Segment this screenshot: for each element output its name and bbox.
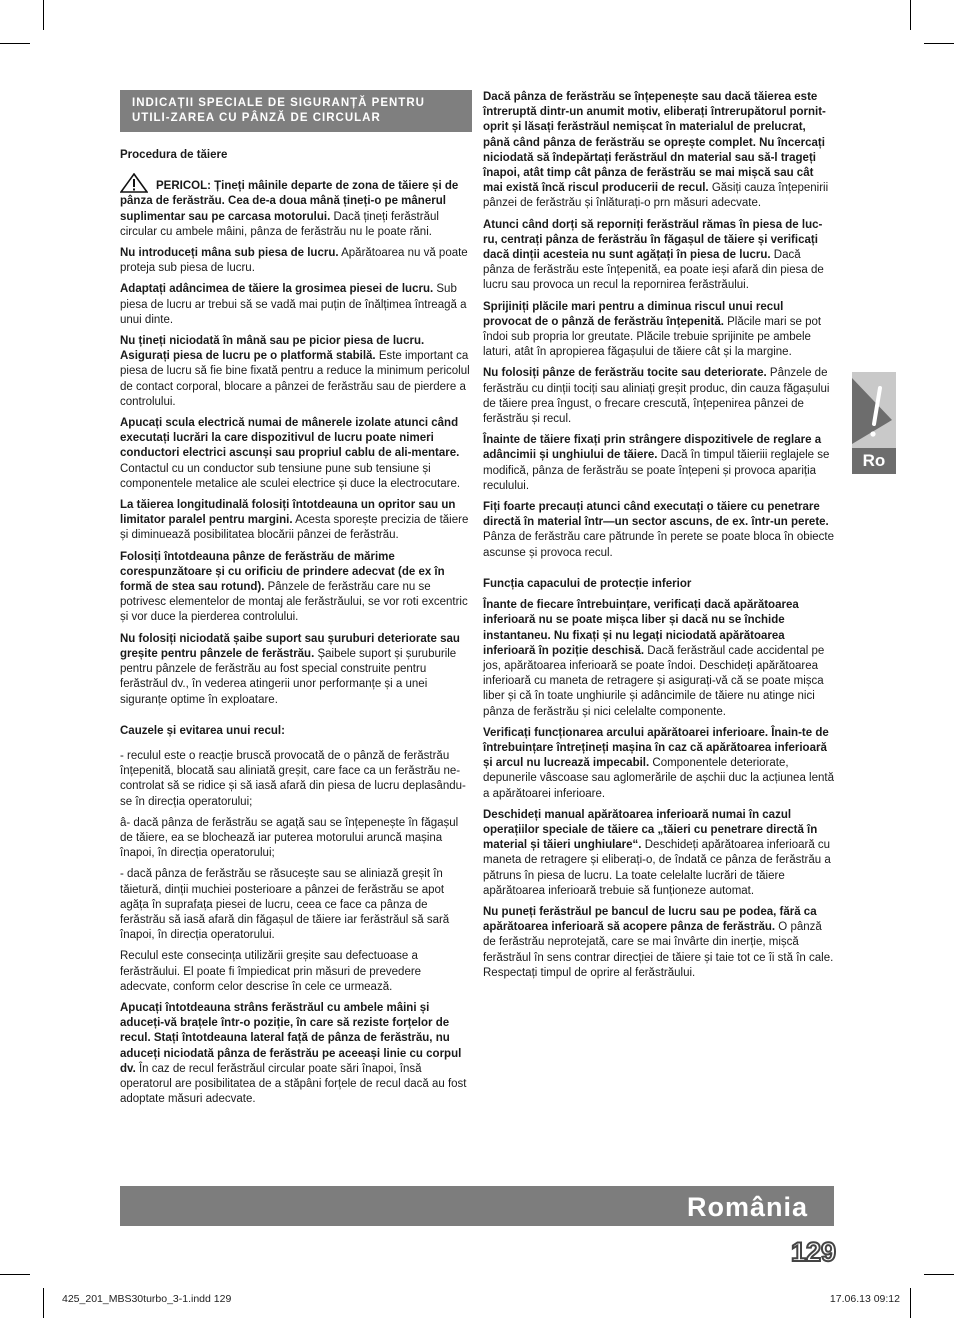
procedure-title: Procedura de tăiere — [120, 149, 228, 161]
warning-triangle-icon — [120, 173, 148, 193]
paragraph: Nu introduceți mâna sub piesa de lucru. Apărătoarea nu vă poate proteja sub piesa de lucru. — [120, 247, 468, 275]
paragraph: Adaptați adâncimea de tăiere la grosimea piesei de lucru. Sub piesa de lucru ar trebui să se vadă mai puțin de înălțimea întreagă a unui dinte. — [120, 283, 467, 326]
footer-timestamp: 17.06.13 09:12 — [829, 1293, 900, 1305]
crop-mark — [43, 0, 44, 30]
kickback-title: Cauzele și evitarea unui recul: — [120, 724, 285, 737]
crop-mark — [924, 1274, 954, 1275]
paragraph: Apucați scula electrică numai de mânerele izolate atunci când executați lucrări la care dispozitivul de lucru poate nimeri conductori electrici ascunși sau propriul cablu de ali-mentare. Contactul cu un conductor sub tensiune pune sub tensiune și componentele metalice ale sculei electrice și duce la electrocutare. — [120, 417, 461, 490]
paragraph: Nu folosiți pânze de ferăstrău tocite sau deteriorate. Pânzele de ferăstrău cu dinții tociți sau aliniați greșit produc, din cauza făgașului de tăiere prea îngust, o frecare crescută, înțepenirea pânzei de ferăstrău și recul. — [483, 367, 830, 426]
paragraph: Fiți foarte precauți atunci când executați o tăiere cu penetrare directă în material într—un sector ascuns, de ex. într-un perete. Pânza de ferăstrău care pătrunde în perete se poate bloca în obiecte ascunse și provoca recul. — [483, 501, 834, 559]
crop-mark — [43, 1288, 44, 1318]
paragraph: Nu folosiți niciodată șaibe suport sau șuruburi deteriorate sau greșite pentru pânzele de ferăstrău. Șaibele suport și șuruburile pentru pânzele de ferăstrău au fost special construite pentru ferăstrăul dv., în vederea atingerii unor performanțe și a unei siguranțe optime în exploatare. — [120, 632, 460, 706]
section-title: INDICAȚII SPECIALE DE SIGURANȚĂ PENTRU UTILI-ZAREA CU PÂNZĂ DE CIRCULAR — [120, 90, 472, 132]
paragraph: - dacă pânza de ferăstrău se răsucește sau se aliniază greșit în tăietură, dinții muchiei posterioare a pânzei de ferăstrău se apot agăța în suprafața piesei de lucru, ceea ce face ca pânza de ferăstrău să iasă afară din făgașul de tăiere iar ferăstrăul să sară înapoi, în direcția operatorului. — [120, 868, 450, 942]
banner-text: România — [686, 1192, 808, 1222]
paragraph: Verificați funcționarea arcului apărătoarei inferioare. Înain-te de întrebuințare întrețineți mașina în caz că apărătoarea inferioară și arcul nu lucrează impecabil. Componentele deteriorate, depunerile vâscoase sau aglomerările de așchii duc la acțiunea lentă a apărătoarei inferioare. — [483, 726, 834, 800]
paragraph-danger: PERICOL: Țineți mâinile departe de zona de tăiere și de pânza de ferăstrău. Cea de-a doua mână țineți-o pe mânerul suplimentar sau pe carcasa motorului. Dacă țineți ferăstrăul circular cu ambele mâini, pânza de ferăstrău nu le poate răni. — [120, 173, 472, 240]
paragraph: Nu țineți niciodată în mână sau pe picior piesa de lucru. Asigurați piesa de lucru pe o platformă stabilă. Este important ca piesa de lucru să fie bine fixată pentru a reduce la minimum pericolul de contact corporal, blocare a pânzei de ferăstrău sau de pierdere a controlului. — [120, 335, 470, 408]
paragraph: Apucați întotdeauna strâns ferăstrăul cu ambele mâini și aduceți-vă brațele într-o poziție, în care să reziste forțelor de recul. Stați întotdeauna lateral față de pânza de ferăstrău, nu aduceți niciodată pânza de ferăstrău pe aceeași linie cu corpul dv. În caz de recul ferăstrăul circular poate sări înapoi, însă operatorul are posibilitatea de a stăpâni forțele de recul dacă au fost adoptate măsuri adecvate. — [120, 1001, 467, 1106]
guard-title: Funcția capacului de protecție inferior — [483, 577, 692, 590]
paragraph: Folosiți întotdeauna pânze de ferăstrău de mărime corespunzătoare și cu orificiu de prindere adecvat (de ex în formă de stea sau rotund). Pânzele de ferăstrău care nu se potrivesc elementelor de montaj ale ferăstrăului, se vor roti excentric și vor duce la pierderea controlului. — [120, 550, 468, 624]
crop-mark — [0, 43, 30, 44]
paragraph: Nu puneți ferăstrăul pe bancul de lucru sau pe podea, fără ca apărătoarea inferioară să acopere pânza de ferăstrău. O pânză de ferăstrău neprotejată, care se mai învârte din inerție, mișcă ferăstrăul în sens contrar direcției de tăiere și taie tot ce îi stă în cale. Respectați timpul de oprire al ferăstrăului. — [483, 905, 834, 979]
right-column — [483, 90, 835, 987]
footer-file-info: 425_201_MBS30turbo_3-1.indd 129 — [62, 1293, 232, 1305]
tab-icon-area — [852, 372, 896, 448]
paragraph: Înante de fiecare întrebuințare, verificați dacă apărătoarea inferioară nu se poate mișca liber și dacă nu se închide instantaneu. Nu fixați și nu legați niciodată apărătoarea inferioară în poziție deschisă. Dacă ferăstrăul cade accidental pe jos, apărătoarea inferioară se poate îndoi. Deschideți apărătoarea inferioară cu maneta de retragere și asigurați-vă că se poate mișca liber și că în toate unghiurile și adâncimile de tăiere nu atinge nici pânza de ferăstrău și nici celelalte componente. — [483, 599, 825, 718]
language-tab — [852, 372, 896, 474]
paragraph: Dacă pânza de ferăstrău se înțepenește sau dacă tăierea este întreruptă dintr-un anumit motiv, eliberați întrerupătorul pornit-oprit și lăsați ferăstrăul nemișcat în materialul de prelucrat, până când pânza de ferăstrău se oprește complet. Nu încercați niciodată să îndepărtați ferăstrăul dn material sau să-l trageți înapoi, atât timp cât pânza de ferăstrău se mai mișcă sau cât mai există încă riscul producerii de recul. Găsiți cauza înțepenirii pânzei de ferăstrău și înlăturați-o prn măsuri adecvate. — [483, 91, 829, 210]
paragraph: Înainte de tăiere fixați prin strângere dispozitivele de reglare a adâncimii și unghiului de tăiere. Dacă în timpul tăieriii reglajele se modifică, pânza de ferăstrău se poate înțepeni și provoca apariția reculului. — [483, 434, 830, 492]
crop-mark — [924, 43, 954, 44]
crop-mark — [910, 0, 911, 30]
paragraph: â- dacă pânza de ferăstrău se agață sau se înțepenește în făgașul de tăiere, ea se blochează iar puterea motorului aruncă mașina înapoi, în direcția operatorului; — [120, 816, 459, 860]
paragraph: La tăierea longitudinală folosiți întotdeauna un opritor sau un limitator paralel pentru margini. Acesta sporește precizia de tăiere și diminuează posibilitatea blocării pânzei de ferăstrău. — [120, 499, 469, 542]
paragraph: Reculul este consecința utilizării greșite sau defectuoase a ferăstrăului. El poate fi împiedicat prin măsuri de prevedere adecvate, conform celor descrise în cele ce urmează. — [120, 950, 422, 993]
paragraph: - reculul este o reacție bruscă provocată de o pânză de ferăstrău înțepenită, blocată sau aliniată greșit, care face ca un ferăstrău ne-controlat să se ridice și să iasă afară din piesa de lucru deplasându-se în direcția operatorului; — [120, 749, 466, 808]
warning-exclamation-icon — [852, 372, 896, 448]
crop-mark — [0, 1274, 30, 1275]
left-column — [120, 90, 472, 1113]
paragraph: Atunci când dorți să reporniți ferăstrăul rămas în piesa de luc-ru, centrați pânza de ferăstrău în făgașul de tăiere și verificați dacă dinții acesteia nu sunt agățați în piesa de lucru. Dacă pânza de ferăstrău este înțepenită, ea poate ieși afară din piesa de lucru sau provoca un recul la repornirea ferăstrăului. — [483, 218, 824, 292]
paragraph: Deschideți manual apărătoarea inferioară numai în cazul operațiilor speciale de tăiere ca „tăieri cu penetrare directă în material și tăieri unghiulare“. Deschideți apărătoarea inferioară cu maneta de retragere și eliberați-o, de îndată ce pânza de ferăstrău a pătruns în piesa de lucru. La toate celelalte lucrări de tăiere apărătoarea inferioară trebuie să funționeze automat. — [483, 808, 831, 897]
language-banner — [120, 1186, 834, 1226]
page-number: 129 — [790, 1237, 836, 1267]
crop-mark — [910, 1288, 911, 1318]
tab-label: Ro — [862, 451, 886, 470]
paragraph: Sprijiniți plăcile mari pentru a diminua riscul unui recul provocat de o pânză de ferăstrău înțepenită. Plăcile mari se pot îndoi sub propria lor greutate. Plăcile trebuie sprijinite pe ambele laturi, atât în apropierea făgașului de tăiere cât și la margine. — [483, 300, 822, 359]
